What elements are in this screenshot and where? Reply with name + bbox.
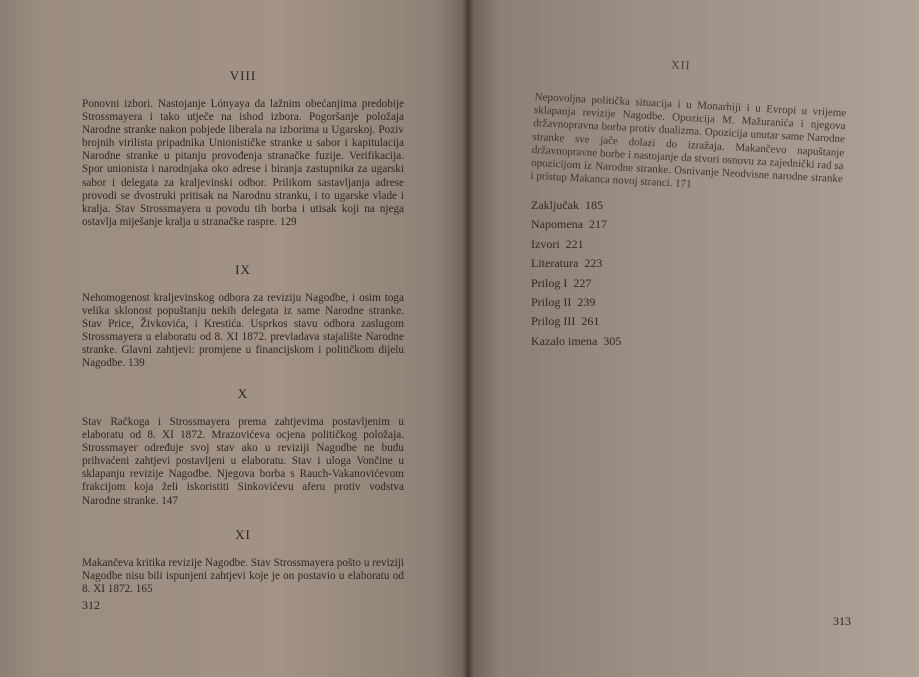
toc-label: Prilog I [531, 275, 568, 290]
section-text: Nehomogenost kraljevinskog odbora za reviziju Nagodbe, i osim toga velika sklonost popuštanju nekih delegata iz same Narodne stranke. Stav Price, Živkovića, i Krestića. Usprkos stavu odbora zaslugom Strossmayera u elaboratu od 8. XI 1872. prevladava stajalište Narodne stranke. Glavni zahtjevi: promjene u financijskom i političkom dijelu Nagodbe. 139 [82, 292, 404, 370]
section-heading: IX [235, 262, 251, 277]
page-number: 312 [82, 598, 100, 612]
section-viii [82, 68, 404, 229]
toc-item [531, 254, 731, 273]
toc-item [531, 235, 731, 254]
toc-page: 185 [584, 198, 603, 212]
section-text: Makančeva kritika revizije Nagodbe. Stav Strossmayera pošto u reviziji Nagodbe nisu bili ispunjeni zahtjevi koje je on postavio u elaboratu od 8. XI 1872. 165 [82, 557, 404, 596]
section-x [82, 386, 404, 508]
toc-item [531, 293, 731, 312]
toc-page: 217 [588, 217, 607, 232]
toc-page: 221 [565, 236, 584, 251]
section-heading: XII [670, 57, 691, 73]
section-heading: X [237, 386, 249, 401]
section-ix [82, 262, 404, 371]
toc-label: Izvori [531, 236, 560, 251]
toc-label: Zaključak [531, 198, 579, 212]
toc-label: Napomena [531, 217, 583, 232]
table-of-contents [531, 196, 731, 351]
toc-page: 223 [584, 256, 603, 271]
toc-label: Prilog III [531, 314, 576, 329]
toc-item [531, 196, 731, 215]
section-text: Ponovni izbori. Nastojanje Lónyaya da lažnim obećanjima predobije Strossmayera i tako utječe na ishod izbora. Pogoršanje položaja Narodne stranke nakon pobjede liberala na izborima u Ugarskoj. Poziv brojnih virilista pripadnika Unionističke stranke u sabor i kapitulacija Narodne stranke u pitanju provođenja stranačke fuzije. Verifikacija. Spor unionista i narodnjaka oko adrese i biranja zastupnika za ugarski sabor i delegata za kraljevinski odbor. Prilikom sastavljanja adrese provodi se dvostruki pritisak na Narodnu stranku, i to ugarske vlade i kralja. Stav Strossmayera u povodu tih borba i utisak koji na njega ostavlja miješanje kralja u stranačke rasprе. 129 [82, 98, 404, 228]
toc-label: Prilog II [531, 294, 572, 309]
toc-page: 261 [581, 314, 600, 329]
toc-item [531, 312, 731, 331]
section-heading: VIII [229, 68, 257, 83]
toc-page: 227 [573, 275, 592, 290]
section-text: Stav Račkoga i Strossmayera prema zahtjevima postavljenim u elaboratu od 8. XI 1872. Mrazovićeva ocjena političkog položaja. Strossmayer određuje svoj stav ako u reviziji Nagodbe ne budu prihvaćeni zahtjevi postavljeni u elaboratu. Stav i uloga Vončine u sklapanju revizije Nagodbe. Njegova borba s Rauch-Vakanovićevom frakcijom koja želi iskoristiti Sinkovićevu aferu protiv vodstva Narodne stranke. 147 [82, 416, 404, 507]
section-text: Nepovoljna politička situacija i u Monarhiji i u Evropi u vrijeme sklapanja revizije Nagodbe. Opozicija M. Mažuranića i njegova državnopravna borba protiv dualizma. Opozicija unutar same Narodne stranke sve jače dolazi do izražaja. Makančevo napuštanje državnopravne borbe i nastojanje da stvori osnovu za zajednički rad sa opozicijom iz Narodne stranke. Osnivanje Neodvisne narodne stranke i pristup Makanca novoj stranci. 171 [530, 91, 847, 191]
toc-item [531, 274, 731, 293]
toc-label: Kazalo imena [531, 333, 598, 348]
toc-label: Literatura [531, 256, 579, 271]
section-xi [82, 527, 404, 596]
book-gutter [462, 0, 474, 677]
toc-item [531, 215, 731, 234]
page-number: 313 [833, 614, 851, 628]
section-heading: XI [235, 527, 251, 542]
toc-page: 305 [603, 333, 622, 348]
toc-item [531, 332, 731, 351]
toc-page: 239 [577, 294, 596, 309]
